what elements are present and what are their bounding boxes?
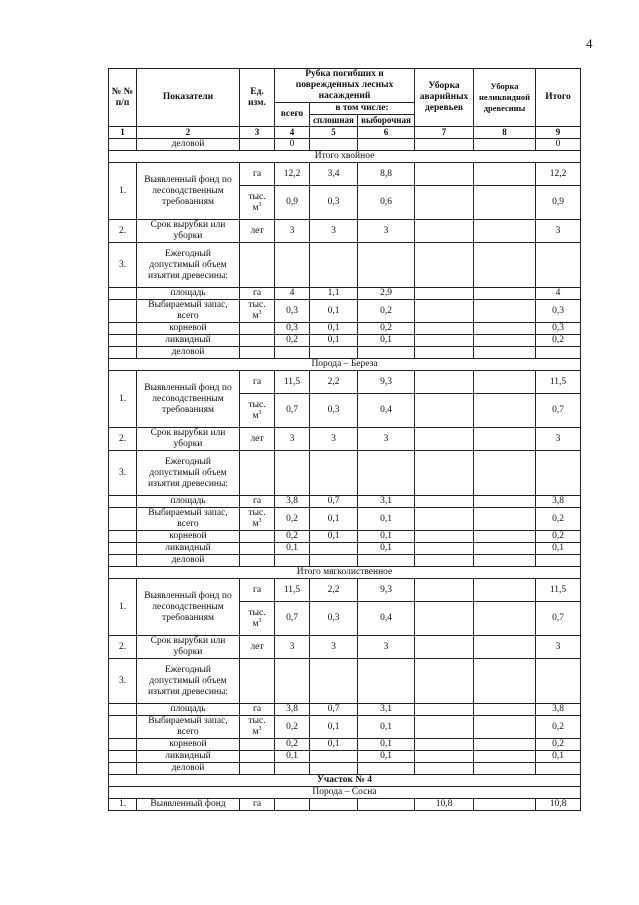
col-number: 6 [358,127,415,139]
cell-value: 3,8 [536,496,581,508]
row-label: Срок вырубки или уборки [137,220,240,243]
cell-value: 0,2 [358,323,415,335]
row-label: корневой [137,739,240,751]
row-label: Выбираемый запас, всего [137,508,240,531]
col-number: 1 [109,127,137,139]
row-number: 3. [109,451,137,496]
row-unit [240,186,275,220]
cell-value: 0,1 [275,543,310,555]
cell-value: 0,1 [358,335,415,347]
cell-value: 0,1 [358,739,415,751]
row-label: Срок вырубки или уборки [137,636,240,659]
header-felling: Рубка погибших и поврежденных лесных насаждений [275,69,415,103]
cell-value: 1,1 [310,288,358,300]
col-number: 9 [536,127,581,139]
cell-value: 2,9 [358,288,415,300]
row-label: ликвидный [137,751,240,763]
col-number: 8 [474,127,536,139]
cell-value: 0,2 [536,531,581,543]
cell-value: 0,2 [275,531,310,543]
unit-sup: 3 [258,409,262,416]
unit-sup: 3 [258,517,262,524]
unit-sup: 3 [258,201,262,208]
cell-value: 0,3 [310,186,358,220]
header-clear: сплошная [310,115,358,127]
cell-value: 0,1 [310,300,358,323]
row-label: Выявленный фонд по лесоводственным требованиям [137,163,240,220]
header-indicators: Показатели [137,69,240,127]
cell-value: 3 [310,428,358,451]
cell-value: 3,1 [358,496,415,508]
row-unit: га [240,579,275,602]
cell-value: 11,5 [536,371,581,394]
unit-text: м [252,410,259,421]
cell-value: 0,1 [358,716,415,739]
cell-value: 3,1 [358,704,415,716]
row-label: Выявленный фонд по лесоводственным требованиям [137,579,240,636]
row-unit: га [240,496,275,508]
cell-value: 0,1 [310,716,358,739]
cell-value: 0,1 [358,751,415,763]
unit-sup: 3 [258,309,262,316]
unit-text: тыс. [248,716,266,726]
row-label: деловой [137,347,240,359]
header-unit: Ед. изм. [240,69,275,127]
cell-value: 0,1 [310,508,358,531]
cell-value: 0,2 [275,739,310,751]
cell-value: 11,5 [536,579,581,602]
cell-value: 0,1 [310,335,358,347]
unit-text: м [252,311,259,321]
row-number: 1. [109,799,137,811]
plot-title: Участок № 4 [109,775,581,787]
sections-body [109,151,581,775]
row-unit: га [240,163,275,186]
row-unit [240,394,275,428]
cell-value: 3 [275,220,310,243]
row-label: площадь [137,496,240,508]
row-label: площадь [137,288,240,300]
cell-value: 0,7 [275,394,310,428]
row-number: 2. [109,220,137,243]
row-label: деловой [137,763,240,775]
row-unit [240,602,275,636]
cell-value: 0,7 [275,602,310,636]
page-number: 4 [586,36,593,51]
cell-value: 0,3 [275,323,310,335]
cell-value: 3 [536,428,581,451]
row-label: корневой [137,323,240,335]
header-including: в том числе: [310,103,415,115]
row-label: Срок вырубки или уборки [137,428,240,451]
row-label: Выбираемый запас, всего [137,716,240,739]
row-unit: лет [240,220,275,243]
cell-value: 0,2 [536,335,581,347]
cell-value: 8,8 [358,163,415,186]
col-number: 4 [275,127,310,139]
cell-value: 4 [536,288,581,300]
cell-value: 2,2 [310,579,358,602]
cell-value: 3 [358,428,415,451]
unit-text: тыс. [248,191,266,202]
unit-text: м [252,519,259,529]
unit-text: тыс. [248,399,266,410]
unit-text: м [252,727,259,737]
col-number: 3 [240,127,275,139]
cell-value: 9,3 [358,371,415,394]
cell-value: 0,2 [275,508,310,531]
cell-value: 0,7 [536,602,581,636]
unit-text: тыс. [248,300,266,310]
row-unit: лет [240,636,275,659]
cell-value: 0,1 [310,323,358,335]
cell-value: 0,7 [536,394,581,428]
cell-value: 3,8 [275,704,310,716]
row-number: 3. [109,243,137,288]
row-label: ликвидный [137,335,240,347]
cell-value: 3 [536,636,581,659]
cell-value: 0,7 [310,496,358,508]
header-itogo: Итого [536,69,581,127]
section-title: Итого хвойное [109,151,581,163]
header-num: № № п/п [109,69,137,127]
section-title: Порода – Береза [109,359,581,371]
cell-value: 0,1 [275,751,310,763]
row-unit: га [240,704,275,716]
cell-value: 3 [310,220,358,243]
cell-value: 3 [310,636,358,659]
cell-value: 0,2 [536,739,581,751]
cell-value: 3 [275,636,310,659]
cell-value: 0,2 [275,335,310,347]
row-number: 3. [109,659,137,704]
row-label: Выявленный фонд по лесоводственным требованиям [137,371,240,428]
cell-value [310,543,358,555]
header-hazard: Уборка аварийных деревьев [415,69,474,127]
cell-value: 0,2 [275,716,310,739]
row-unit [240,716,275,739]
unit-sup: 3 [258,617,262,624]
cell-value: 0 [536,139,581,151]
cell-value: 0,4 [358,394,415,428]
cell-value: 0,2 [358,300,415,323]
header-total-felling: всего [275,103,310,127]
cell-value: 0,1 [536,751,581,763]
cell-value: 0,3 [275,300,310,323]
cell-value: 3 [358,636,415,659]
col-number: 5 [310,127,358,139]
cell-value: 0 [275,139,310,151]
row-label: деловой [137,139,240,151]
row-number: 2. [109,428,137,451]
forest-table [108,68,581,811]
section-title: Итого мягколиственное [109,567,581,579]
cell-value: 0,6 [358,186,415,220]
plot-breed: Порода – Сосна [109,787,581,799]
unit-text: м [252,202,259,213]
row-number: 2. [109,636,137,659]
row-label: Ежегодный допустимый объем изъятия древесины: [137,451,240,496]
unit-text: м [252,618,259,629]
cell-value: 0,1 [310,531,358,543]
row-unit: га [240,371,275,394]
cell-value: 12,2 [275,163,310,186]
row-unit: га [240,288,275,300]
cell-value: 3,8 [275,496,310,508]
row-unit [240,508,275,531]
cell-value: 9,3 [358,579,415,602]
cell-value: 0,3 [310,602,358,636]
row-label: Ежегодный допустимый объем изъятия древесины: [137,243,240,288]
cell-value: 3 [275,428,310,451]
cell-value: 3 [536,220,581,243]
header-selective: выборочная [358,115,415,127]
cell-value: 3 [358,220,415,243]
header-nonliquid: Уборка неликвидной древесины [474,69,536,127]
cell-value: 11,5 [275,579,310,602]
cell-value: 0,1 [310,739,358,751]
cell-value: 3,8 [536,704,581,716]
row-number: 1. [109,579,137,636]
col-number: 7 [415,127,474,139]
row-unit: лет [240,428,275,451]
cell-value [310,751,358,763]
cell-value: 0,9 [275,186,310,220]
unit-text: тыс. [248,607,266,618]
unit-text: тыс. [248,508,266,518]
row-label: площадь [137,704,240,716]
col-number: 2 [137,127,240,139]
cell-value: 4 [275,288,310,300]
cell-value: 10,8 [415,799,474,811]
row-label: ликвидный [137,543,240,555]
row-label: Ежегодный допустимый объем изъятия древесины: [137,659,240,704]
cell-value: 2,2 [310,371,358,394]
cell-value: 0,3 [536,323,581,335]
cell-value: 0,1 [358,531,415,543]
cell-value: 10,8 [536,799,581,811]
cell-value: 0,7 [310,704,358,716]
cell-value: 11,5 [275,371,310,394]
cell-value: 0,2 [536,508,581,531]
cell-value: 0,1 [536,543,581,555]
row-unit [240,300,275,323]
row-label: Выявленный фонд [137,799,240,811]
cell-value: 12,2 [536,163,581,186]
cell-value: 0,2 [536,716,581,739]
cell-value: 3,4 [310,163,358,186]
cell-value: 0,4 [358,602,415,636]
cell-value: 0,1 [358,508,415,531]
cell-value: 0,9 [536,186,581,220]
row-number: 1. [109,371,137,428]
row-label: корневой [137,531,240,543]
cell-value: 0,1 [358,543,415,555]
cell-value: 0,3 [536,300,581,323]
unit-sup: 3 [258,725,262,732]
row-label: Выбираемый запас, всего [137,300,240,323]
row-number: 1. [109,163,137,220]
row-label: деловой [137,555,240,567]
cell-value: 0,3 [310,394,358,428]
row-unit: га [240,799,275,811]
